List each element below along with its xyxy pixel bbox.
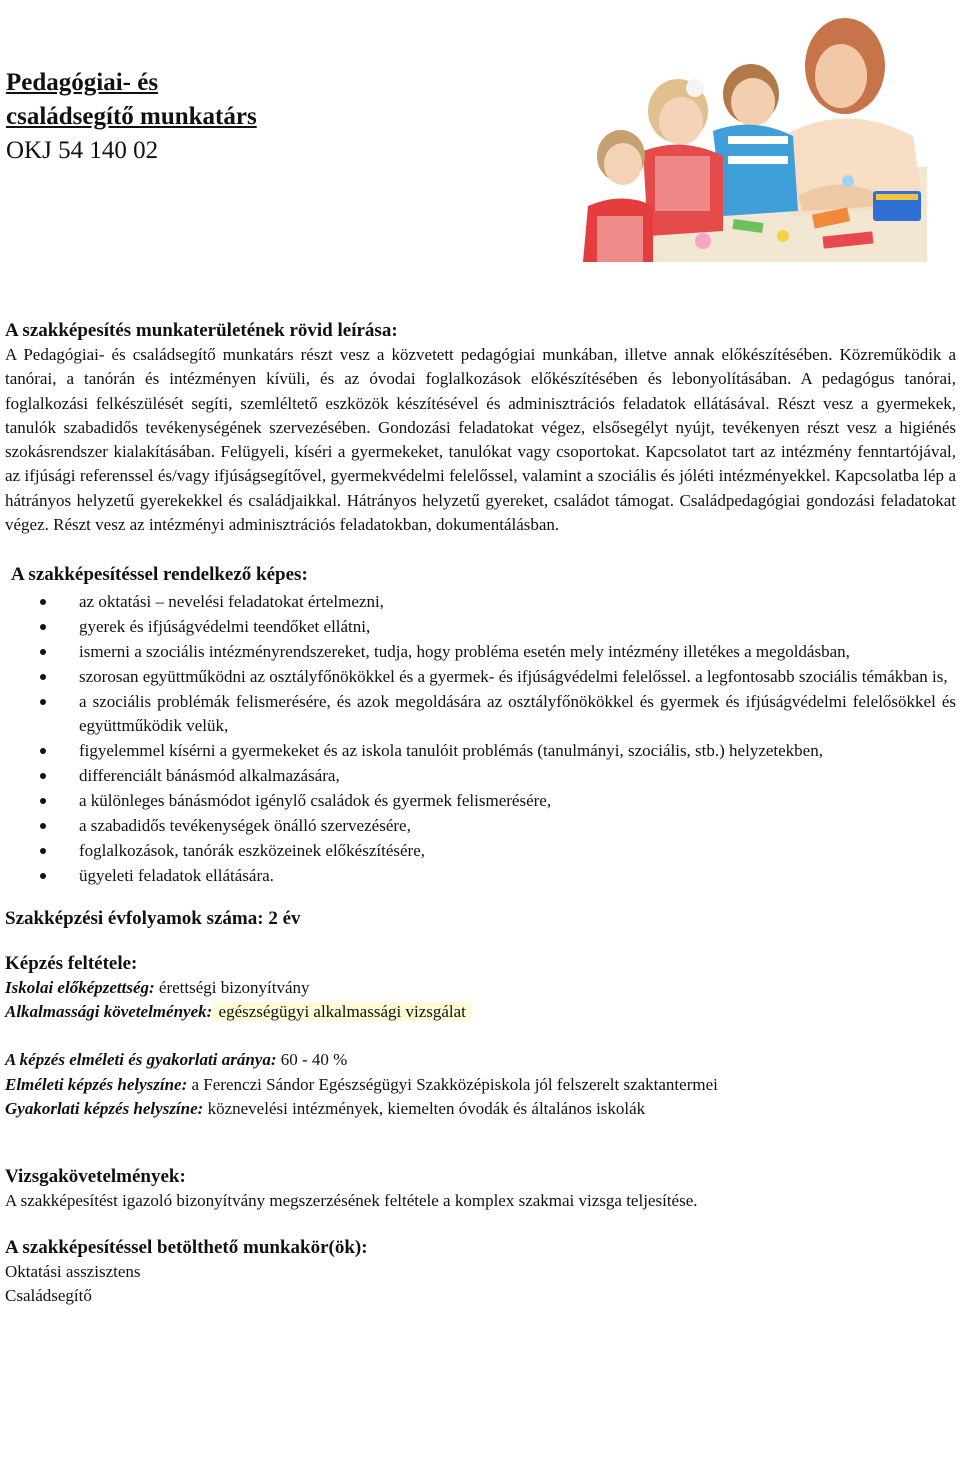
fitness-label: Alkalmassági követelmények: [5,1002,213,1022]
bullet-icon [40,599,46,605]
school-value: érettségi bizonyítvány [154,977,310,997]
list-item: gyerek és ifjúságvédelmi teendőket ellátni, [5,615,956,639]
job-item: Családsegítő [5,1285,92,1305]
practice-location [5,1097,956,1121]
bullet-icon [40,848,46,854]
theory-location [5,1073,956,1097]
school-label: Iskolai előképzettség: [5,977,155,997]
list-item: a szabadidős tevékenységek önálló szervezésére, [5,814,956,838]
theory-label: Elméleti képzés helyszíne: [5,1074,188,1094]
list-item: ismerni a szociális intézményrendszereket, tudja, hogy probléma esetén mely intézmény illetékes a megoldásban, [5,640,956,664]
photo-illustration [583,6,927,262]
bullet-icon [40,699,46,705]
description-text: A Pedagógiai- és családsegítő munkatárs részt vesz a közvetett pedagógiai munkában, illetve annak előkészítésében. Közreműködik a tanórai, a tanórán és intézményen kívüli, és az óvodai foglalkozások előkészítésében és lebonyolításában. A pedagógus tanórai, foglalkozási felkészülését segíti, szemléltető eszközök készítésével és adminisztrációs feladatok ellátásával. Részt vesz a gyermekek, tanulók szabadidős tevékenységének szervezésében. Gondozási feladatokat végez, elsősegélyt nyújt, tevékenyen részt vesz a higiénés szokásrendszer kialakításában. Felügyeli, kíséri a gyermekeket, tanulókat vagy csoportokat. Kapcsolatot tart az intézmény fenntartójával, az ifjúsági referenssel és/vagy ifjúságsegítővel, gyermekvédelmi felelőssel, valamint a szociális és jóléti intézményekkel. Kapcsolatba lép a hátrányos helyzetű gyerekekkel és családjaikkal. Hátrányos helyzetű gyereket, családot támogat. Családpedagógiai gondozási feladatokat végez. Részt vesz az intézményi adminisztrációs feladatokban, dokumentálásban. [5,345,956,535]
bullet-icon [40,649,46,655]
years-count: Szakképzési évfolyamok száma: 2 év [5,907,301,929]
list-item: figyelemmel kísérni a gyermekeket és az iskola tanulóit problémás (tanulmányi, szociális, stb.) helyzetekben, [5,739,956,763]
theory-value: a Ferenczi Sándor Egészségügyi Szakközépiskola jól felszerelt szaktantermei [187,1074,718,1094]
training-ratio [5,1048,956,1072]
page-title-line-1: Pedagógiai- és [6,69,159,96]
list-item: az oktatási – nevelési feladatokat értelmezni, [5,590,956,614]
list-item: a különleges bánásmódot igénylő családok és gyermek felismerésére, [5,789,956,813]
page-title-line-2: családsegítő munkatárs [6,103,257,130]
jobs-heading: A szakképesítéssel betölthető munkakör(ök): [5,1236,368,1258]
practice-value: köznevelési intézmények, kiemelten óvodák és általános iskolák [203,1099,646,1119]
practice-label: Gyakorlati képzés helyszíne: [5,1099,204,1119]
bullet-icon [40,624,46,630]
capabilities-list [5,590,956,888]
bullet-icon [40,798,46,804]
teacher-children-photo [583,6,927,262]
list-item: differenciált bánásmód alkalmazására, [5,764,956,788]
list-item: a szociális problémák felismerésére, és azok megoldására az osztályfőnökökkel és gyermek és ifjúságvédelmi felelősökkel és együttműködik velük, [5,690,956,739]
okj-code: OKJ 54 140 02 [6,137,159,164]
fitness-requirement [5,1000,956,1024]
list-item: szorosan együttműködni az osztályfőnökökkel és a gyermek- és ifjúságvédelmi felelőssel. a legfontosabb szociális témákban is, [5,665,956,689]
job-item: Oktatási asszisztens [5,1261,141,1281]
bullet-icon [40,674,46,680]
capabilities-heading: A szakképesítéssel rendelkező képes: [11,564,308,586]
title-block [6,66,566,168]
fitness-value: egészségügyi alkalmassági vizsgálat [212,1002,471,1021]
bullet-icon [40,873,46,879]
bullet-icon [40,748,46,754]
bullet-icon [40,823,46,829]
exam-heading: Vizsgakövetelmények: [5,1166,186,1188]
list-item: ügyeleti feladatok ellátására. [5,864,956,888]
school-requirement [5,976,956,1000]
exam-text: A szakképesítést igazoló bizonyítvány megszerzésének feltétele a komplex szakmai vizsga teljesítése. [5,1191,698,1211]
ratio-value: 60 - 40 % [276,1050,348,1070]
ratio-label: A képzés elméleti és gyakorlati aránya: [5,1050,277,1070]
description-heading: A szakképesítés munkaterületének rövid leírása: [5,320,398,341]
bullet-icon [40,773,46,779]
main-content [5,319,956,1308]
list-item: foglalkozások, tanórák eszközeinek előkészítésére, [5,839,956,863]
conditions-heading: Képzés feltétele: [5,952,138,974]
